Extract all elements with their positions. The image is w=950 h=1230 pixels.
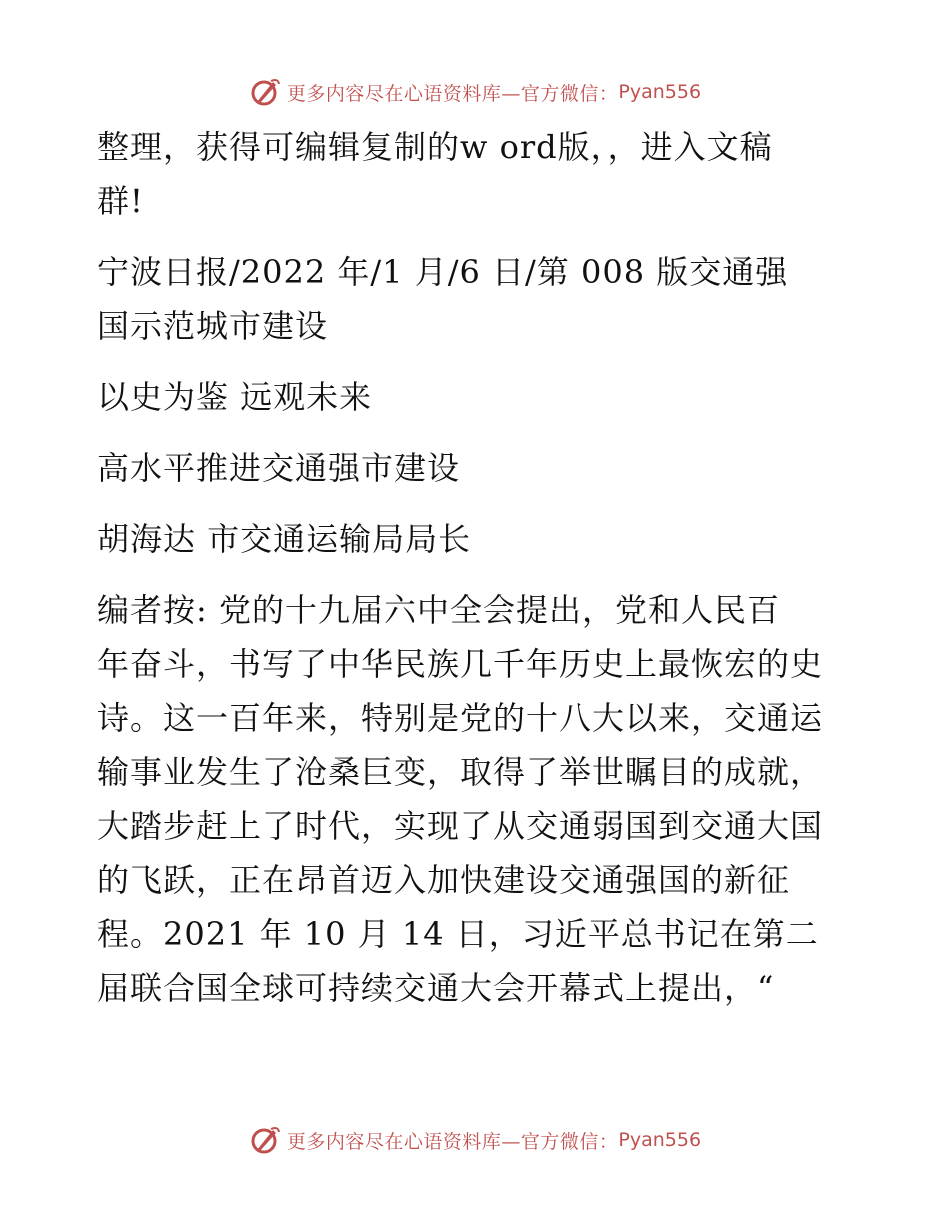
watermark-header xyxy=(0,72,950,112)
watermark-footer xyxy=(0,1120,950,1160)
document-body xyxy=(97,120,857,1015)
watermark-wechat-id: Pyan556 xyxy=(618,1129,702,1151)
text-line: 高水平推进交通强市建设 xyxy=(97,449,461,487)
watermark-text: 更多内容尽在心语资料库—官方微信： xyxy=(286,1130,619,1153)
paragraph-intro xyxy=(97,120,857,228)
paragraph-author xyxy=(97,512,857,566)
text-line: 诗。这一百年来，特别是党的十八大以来，交通运 xyxy=(97,699,824,737)
text-line: 国示范城市建设 xyxy=(97,307,329,345)
paragraph-editor-note xyxy=(97,583,857,1015)
text-line: 宁波日报/2022 年/1 月/6 日/第 008 版交通强 xyxy=(97,253,789,291)
text-line: 胡海达 市交通运输局局长 xyxy=(97,520,472,558)
text-line: 年奋斗，书写了中华民族几千年历史上最恢宏的史 xyxy=(97,645,824,683)
paragraph-subheadline xyxy=(97,441,857,495)
quill-logo-icon xyxy=(249,1124,281,1156)
text-line: 以史为鉴 远观未来 xyxy=(97,378,373,416)
text-line: 输事业发生了沧桑巨变，取得了举世瞩目的成就， xyxy=(97,753,824,791)
quill-logo-icon xyxy=(249,76,281,108)
watermark-wechat-id: Pyan556 xyxy=(618,81,702,103)
text-line: 的飞跃，正在昂首迈入加快建设交通强国的新征 xyxy=(97,861,791,899)
paragraph-headline xyxy=(97,370,857,424)
text-line: 群! xyxy=(97,182,144,220)
text-line: 编者按: 党的十九届六中全会提出，党和人民百 xyxy=(97,591,780,629)
text-line: 程。2021 年 10 月 14 日，习近平总书记在第二 xyxy=(97,915,819,953)
paragraph-source xyxy=(97,245,857,353)
watermark-text: 更多内容尽在心语资料库—官方微信： xyxy=(286,82,619,105)
text-line: 大踏步赶上了时代，实现了从交通弱国到交通大国 xyxy=(97,807,824,845)
text-line: 整理，获得可编辑复制的w ord版，，进入文稿 xyxy=(97,128,773,166)
text-line: 届联合国全球可持续交通大会开幕式上提出，“ xyxy=(97,969,775,1007)
